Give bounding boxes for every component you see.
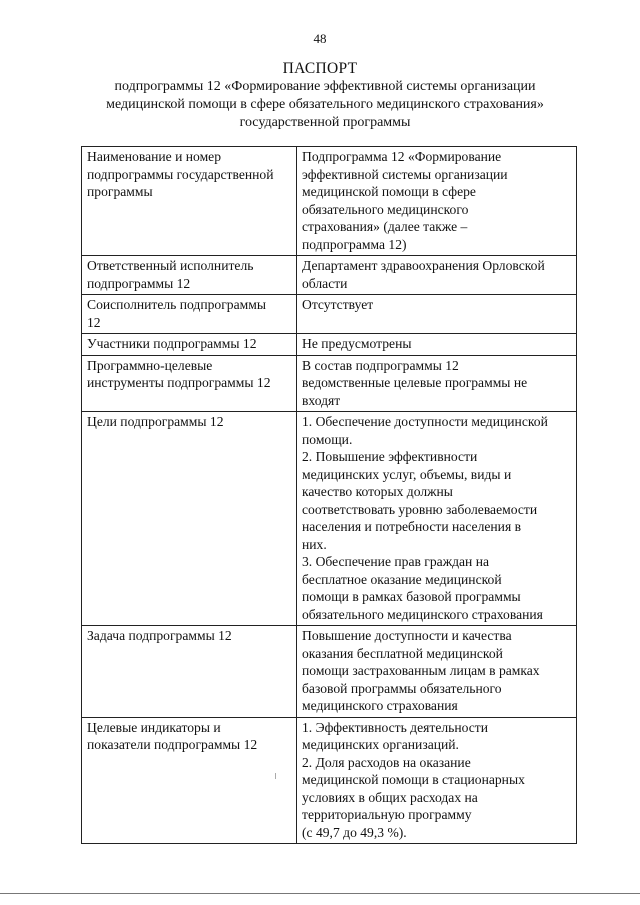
row-value-line: помощи в рамках базовой программы [302, 589, 521, 604]
row-name-line: 12 [87, 314, 101, 330]
row-value-line: медицинского страхования [302, 698, 458, 713]
row-name-line: Участники подпрограммы 12 [87, 336, 257, 351]
table-row [82, 334, 577, 356]
row-name-line: Ответственный исполнитель [87, 258, 254, 273]
row-name-line: программы [87, 184, 153, 199]
row-value-line: 1. Эффективность деятельности [302, 719, 488, 735]
row-value-line: медицинской помощи в сфере [302, 184, 476, 199]
row-name-cell [82, 295, 297, 334]
row-name-cell [82, 147, 297, 256]
row-value-cell [297, 412, 577, 626]
row-value-line: соответствовать уровню заболеваемости [302, 501, 538, 517]
table-row [82, 717, 577, 844]
row-name-line: подпрограммы государственной [87, 166, 274, 182]
scan-artifact [275, 773, 276, 779]
table-row [82, 626, 577, 718]
row-value-line: (с 49,7 до 49,3 %). [302, 824, 407, 840]
row-value-line: оказания бесплатной медицинской [302, 645, 503, 661]
row-value-cell [297, 717, 577, 844]
row-name-cell [82, 355, 297, 412]
row-value-line: медицинских услуг, объемы, виды и [302, 466, 512, 482]
row-value-line: эффективной системы организации [302, 166, 508, 182]
row-value-line: условиях в общих расходах на [302, 789, 478, 805]
document-title: ПАСПОРТ [282, 60, 358, 77]
row-value-line: медицинских организаций. [302, 737, 459, 752]
row-value-cell [297, 626, 577, 718]
row-value-line: ведомственные целевые программы не [302, 375, 528, 390]
row-value-line: бесплатное оказание медицинской [302, 571, 502, 587]
table-row [82, 295, 577, 334]
row-name-cell [82, 717, 297, 844]
footer-rule [0, 893, 640, 894]
subtitle-line: подпрограммы 12 «Формирование эффективной системы организации [114, 79, 536, 94]
row-value-line: медицинской помощи в стационарных [302, 772, 525, 787]
row-value-line: помощи застрахованным лицам в рамках [302, 663, 540, 678]
subtitle-line: медицинской помощи в сфере обязательного медицинского страхования» [106, 97, 544, 112]
row-value-cell [297, 334, 577, 356]
row-value-cell [297, 147, 577, 256]
passport-table [81, 146, 577, 844]
row-name-line: Задача подпрограммы 12 [87, 628, 232, 643]
row-value-line: 1. Обеспечение доступности медицинской [302, 414, 548, 429]
table-row [82, 412, 577, 626]
table-row [82, 147, 577, 256]
row-name-line: Наименование и номер [87, 149, 222, 164]
row-name-line: Целевые индикаторы и [87, 719, 221, 735]
table-row [82, 355, 577, 412]
row-value-cell [297, 256, 577, 295]
subtitle-line: государственной программы [239, 115, 411, 130]
row-value-line: базовой программы обязательного [302, 680, 502, 696]
row-value-line: 2. Повышение эффективности [302, 449, 478, 464]
row-value-line: В состав подпрограммы 12 [302, 357, 459, 373]
table-row [82, 256, 577, 295]
row-value-line: Не предусмотрены [302, 336, 412, 351]
row-value-line: входят [302, 392, 341, 408]
page-number: 48 [313, 31, 327, 46]
passport-table-body [82, 147, 577, 844]
row-value-cell [297, 355, 577, 412]
row-value-line: Департамент здравоохранения Орловской [302, 258, 545, 273]
row-value-line: Подпрограмма 12 «Формирование [302, 149, 502, 164]
row-value-line: них. [302, 536, 327, 552]
row-name-cell [82, 256, 297, 295]
row-value-line: Отсутствует [302, 297, 374, 312]
row-value-line: обязательного медицинского страхования [302, 606, 543, 622]
row-value-line: страхования» (далее также – [302, 219, 468, 234]
row-name-line: показатели подпрограммы 12 [87, 737, 258, 752]
document-subtitle [60, 78, 590, 132]
row-name-line: Соисполнитель подпрограммы [87, 297, 266, 312]
row-name-line: подпрограммы 12 [87, 275, 191, 291]
row-value-line: качество которых должны [302, 484, 453, 499]
row-value-line: обязательного медицинского [302, 201, 469, 217]
row-value-cell [297, 295, 577, 334]
row-value-line: населения и потребности населения в [302, 519, 522, 534]
row-value-line: подпрограмма 12) [302, 236, 407, 252]
row-name-cell [82, 412, 297, 626]
row-value-line: области [302, 275, 348, 291]
row-value-line: территориальную программу [302, 807, 472, 822]
row-value-line: Повышение доступности и качества [302, 628, 512, 643]
row-name-cell [82, 334, 297, 356]
row-value-line: 3. Обеспечение прав граждан на [302, 554, 490, 569]
row-value-line: помощи. [302, 431, 353, 447]
row-name-line: Цели подпрограммы 12 [87, 414, 224, 429]
row-value-line: 2. Доля расходов на оказание [302, 754, 471, 770]
row-name-line: инструменты подпрограммы 12 [87, 375, 271, 390]
row-name-cell [82, 626, 297, 718]
row-name-line: Программно-целевые [87, 357, 213, 373]
